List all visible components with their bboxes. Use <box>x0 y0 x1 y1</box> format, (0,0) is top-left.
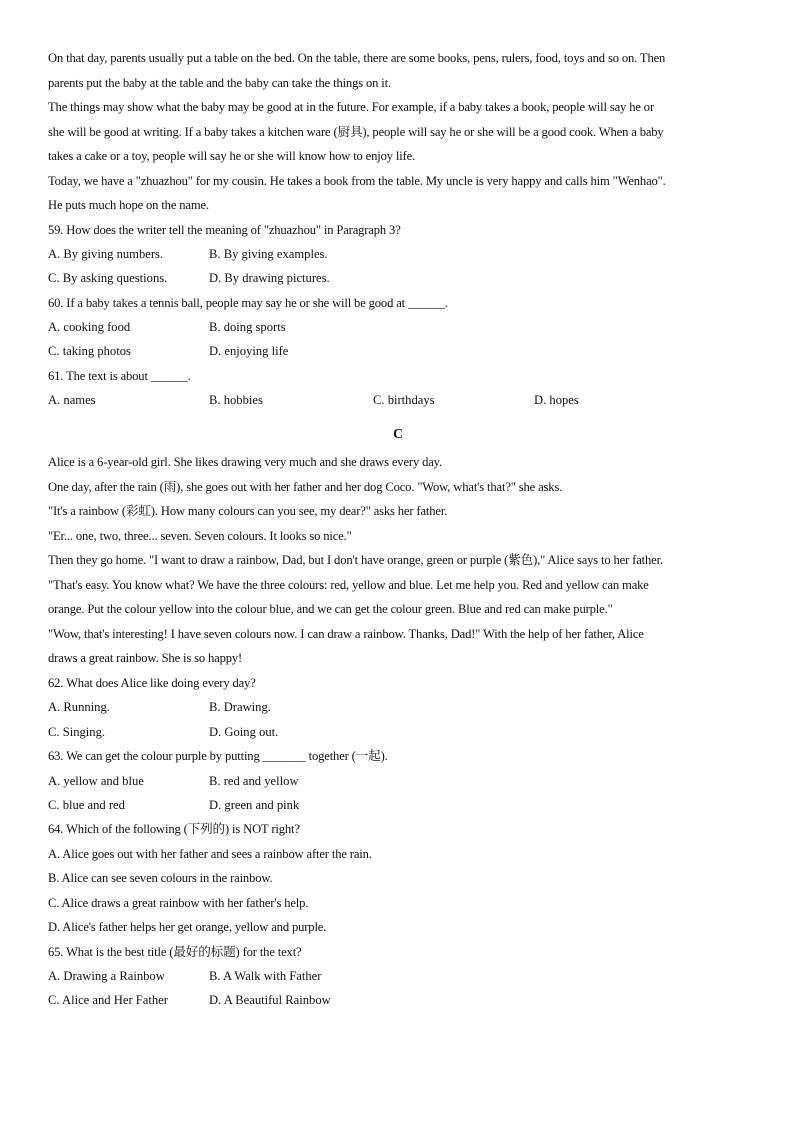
option-a: A. Running. <box>48 700 110 715</box>
options-row <box>48 266 748 290</box>
question-64 <box>48 817 748 940</box>
question-stem: 59. How does the writer tell the meaning of "zhuazhou" in Paragraph 3? <box>48 222 401 237</box>
option-c: C. By asking questions. <box>48 271 168 286</box>
options-row <box>48 769 748 793</box>
passage-line: orange. Put the colour yellow into the colour blue, and we can get the colour green. Blue and red can make purple." <box>48 602 613 617</box>
passage-line: The things may show what the baby may be good at in the future. For example, if a baby takes a book, people will say he or <box>48 100 654 114</box>
passage-c-text <box>48 450 748 671</box>
option-b: B. red and yellow <box>209 773 299 788</box>
section-heading: C <box>393 426 403 442</box>
question-62 <box>48 671 748 744</box>
option-d: D. hopes <box>534 393 579 408</box>
option-d: D. Going out. <box>209 724 279 739</box>
option-b: B. Drawing. <box>209 700 271 715</box>
option-c: C. Alice and Her Father <box>48 993 168 1008</box>
question-60 <box>48 291 748 364</box>
option-c: C. Singing. <box>48 724 106 739</box>
passage-line: Then they go home. "I want to draw a rainbow, Dad, but I don't have orange, green or purple (紫色)," Alice says to her father. <box>48 553 663 568</box>
options-row <box>48 964 748 988</box>
passage-line: On that day, parents usually put a table on the bed. On the table, there are some books, pens, rulers, food, toys and so on. Then <box>48 51 666 65</box>
exam-page <box>48 46 748 1013</box>
option-a: A. cooking food <box>48 320 131 335</box>
passage-line: she will be good at writing. If a baby takes a kitchen ware (厨具), people will say he or she will be a good cook. When a baby <box>48 124 664 139</box>
passage-line: takes a cake or a toy, people will say he or she will know how to enjoy life. <box>48 149 416 163</box>
option-b: B. hobbies <box>209 393 263 408</box>
option-b: B. A Walk with Father <box>209 969 322 984</box>
options-row <box>48 988 748 1012</box>
option-d: D. green and pink <box>209 797 300 812</box>
passage-line: He puts much hope on the name. <box>48 198 209 212</box>
option-a: A. names <box>48 393 96 408</box>
question-stem: 63. We can get the colour purple by putting _______ together (一起). <box>48 749 388 764</box>
question-stem: 61. The text is about ______. <box>48 368 191 383</box>
options-row <box>48 339 748 363</box>
passage-line: Today, we have a "zhuazhou" for my cousin. He takes a book from the table. My uncle is very happy and calls him "Wenhao". <box>48 173 666 188</box>
option-a: A. By giving numbers. <box>48 247 164 261</box>
option-d: D. By drawing pictures. <box>209 271 330 286</box>
question-stem: 62. What does Alice like doing every day? <box>48 675 256 690</box>
option-c: C. birthdays <box>373 393 435 408</box>
option-b: B. doing sports <box>209 320 286 335</box>
passage-line: draws a great rainbow. She is so happy! <box>48 651 243 666</box>
options-row <box>48 388 748 412</box>
question-63 <box>48 744 748 817</box>
option-c: C. taking photos <box>48 344 131 359</box>
passage-line: "That's easy. You know what? We have the three colours: red, yellow and blue. Let me help you. Red and yellow can make <box>48 577 649 592</box>
option-b: B. By giving examples. <box>209 247 328 261</box>
question-65 <box>48 940 748 1013</box>
passage-line: parents put the baby at the table and the baby can take the things on it. <box>48 75 391 90</box>
option-d: D. Alice's father helps her get orange, yellow and purple. <box>48 920 327 935</box>
passage-line: "Er... one, two, three... seven. Seven colours. It looks so nice." <box>48 528 352 543</box>
passage-b-text <box>48 46 748 218</box>
option-c: C. Alice draws a great rainbow with her father's help. <box>48 895 309 910</box>
options-row <box>48 315 748 339</box>
passage-line: "Wow, that's interesting! I have seven colours now. I can draw a rainbow. Thanks, Dad!" With the help of her father, Alice <box>48 626 644 641</box>
options-row <box>48 695 748 719</box>
question-stem: 60. If a baby takes a tennis ball, people may say he or she will be good at ______. <box>48 295 448 310</box>
passage-line: "It's a rainbow (彩虹). How many colours can you see, my dear?" asks her father. <box>48 504 448 519</box>
options-row <box>48 793 748 817</box>
passage-line: One day, after the rain (雨), she goes out with her father and her dog Coco. "Wow, what's that?" she asks. <box>48 479 563 494</box>
option-a: A. Alice goes out with her father and sees a rainbow after the rain. <box>48 846 372 861</box>
options-row <box>48 720 748 744</box>
question-stem: 64. Which of the following (下列的) is NOT right? <box>48 822 300 837</box>
question-61 <box>48 364 748 413</box>
option-b: B. Alice can see seven colours in the rainbow. <box>48 871 273 886</box>
option-d: D. A Beautiful Rainbow <box>209 993 331 1008</box>
option-c: C. blue and red <box>48 797 125 812</box>
option-a: A. yellow and blue <box>48 773 144 788</box>
question-59 <box>48 218 748 291</box>
options-row <box>48 242 748 266</box>
passage-line: Alice is a 6-year-old girl. She likes drawing very much and she draws every day. <box>48 455 443 470</box>
option-d: D. enjoying life <box>209 344 289 359</box>
option-a: A. Drawing a Rainbow <box>48 969 165 984</box>
question-stem: 65. What is the best title (最好的标题) for the text? <box>48 944 302 959</box>
